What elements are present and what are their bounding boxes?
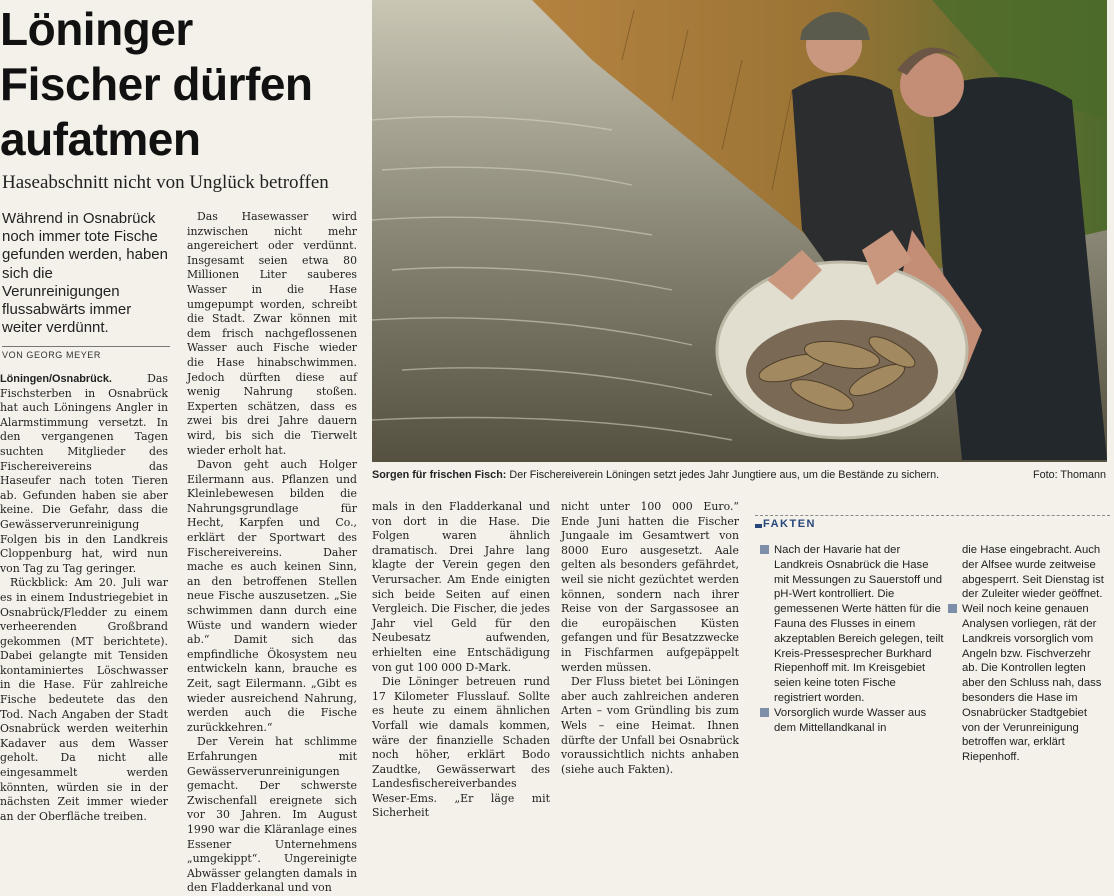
square-bullet-icon (760, 545, 769, 554)
facts-title: FAKTEN (763, 518, 816, 530)
photo-caption (372, 469, 1112, 481)
fact-item (948, 602, 1108, 765)
fact-text: Weil noch keine genauen Analysen vorliegen, rät der Landkreis vorsorglich vom Angeln bzw. Fischverzehr ab. Die Kontrollen legten aber den Schluss nah, dass besonders die Hase im Osnabrücker Stadtgebiet von der Verunreinigung betroffen war, erklärt Riepenhoff. (962, 603, 1102, 764)
fact-text: die Hase eingebracht. Auch der Alfsee wurde zeitweise abgesperrt. Seit Dienstag ist der Zuleiter wieder geöffnet. (962, 544, 1104, 601)
photo-credit: Foto: Thomann (1032, 469, 1106, 481)
photo-illustration (372, 0, 1107, 462)
square-bullet-icon (948, 604, 957, 613)
square-bullet-icon (760, 708, 769, 717)
headline (0, 2, 365, 167)
lead-paragraph: Während in Osnabrück noch immer tote Fische gefunden werden, haben sich die Verunreinigungen flussabwärts immer weiter verdünnt. (2, 210, 168, 337)
caption-lead: Sorgen für frischen Fisch: (372, 469, 507, 481)
facts-column-2 (948, 543, 1108, 765)
fact-item (760, 543, 946, 706)
paragraph (0, 372, 168, 576)
fact-text: Vorsorglich wurde Wasser aus dem Mittellandkanal in (774, 706, 927, 734)
facts-marker (755, 524, 762, 528)
fact-text: Nach der Havarie hat der Landkreis Osnabrück die Hase mit Messungen zu Sauerstoff und pH-Wert kontrolliert. Die gemessenen Werte hätten für die Fauna des Flusses in einem akzeptablen Bereich gelegen, teilt Kreis-Pressesprecher Burkhard Riepenhoff mit. Im Kreisgebiet seien keine toten Fische registriert worden. (774, 544, 944, 704)
article-column-2 (187, 210, 357, 896)
headline-line: Fischer dürfen (0, 58, 313, 110)
paragraph: Davon geht auch Holger Eilermann aus. Pflanzen und Kleinlebewesen bilden die Nahrungsgrundlage für Hecht, Karpfen und Co., erklärt der Sportwart des Fischereivereins. Daher mache es auch keinen Sinn, an den betroffenen Stellen neue Fische auszusetzen. „Sie schwimmen dann durch eine Wüste und wandern wieder ab.“ Damit sich das empfindliche Ökosystem neu entwickeln kann, brauche es Zeit, sagt Eilermann. „Gibt es wieder ausreichend Nahrung, werden auch die Fische zurückkehren.“ (187, 458, 357, 734)
paragraph: Der Verein hat schlimme Erfahrungen mit Gewässerverunreinigungen gemacht. Der schwerste Zwischenfall ereignete sich vor 30 Jahren. Im August 1990 war die Kläranlage eines Essener Unternehmens „umgekippt“. Ungereinigte Abwässer gelangten damals in den Fladderkanal und von (187, 735, 357, 895)
headline-line: aufatmen (0, 113, 201, 165)
paragraph: mals in den Fladderkanal und von dort in die Hase. Die Folgen waren ähnlich dramatisch. Drei Jahre lang klagte der Verein gegen den Verursacher. Am Ende einigten sich beide Seiten auf einen Vergleich. Die Fischer, die jedes Jahr viel Geld für den Neubesatz aufwenden, erhielten eine Entschädigung von gut 100 000 D-Mark. (372, 500, 550, 674)
paragraph: Rückblick: Am 20. Juli war es in einem Industriegebiet in Osnabrück/Fledder zu einem verheerenden Großbrand gekommen (MT berichtete). Dabei gelangte mit Tensiden kontaminiertes Löschwasser in die Hase. Für zahlreiche Fische bedeutete das den Tod. Nach Angaben der Stadt Osnabrück werden weiterhin Kadaver aus dem Wasser geholt. Da nicht alle eingesammelt werden könnten, würden sie in der nächsten Zeit immer wieder an der Oberfläche treiben. (0, 576, 168, 823)
paragraph-text: Das Fischsterben in Osnabrück hat auch Löningens Angler in Alarmstimmung versetzt. In den vergangenen Tagen suchten Mitglieder des Fischereivereins das Haseufer nach toten Tieren ab. Gefunden haben sie aber keine. Die Gefahr, dass die Gewässerverunreinigung Folgen bis in den Landkreis Cloppenburg hat, wird nun von Tag zu Tag geringer. (0, 372, 168, 575)
caption-text: Der Fischereiverein Löningen setzt jedes Jahr Jungtiere aus, um die Bestände zu sichern. (506, 469, 940, 481)
news-photo (372, 0, 1107, 462)
article-column-3 (372, 500, 550, 821)
paragraph: Die Löninger betreuen rund 17 Kilometer Flusslauf. Sollte es heute zu einem ähnlichen Vorfall wie damals kommen, wäre der finanzielle Schaden noch höher, erklärt Bodo Zaudtke, Gewässerwart des Landesfischereiverbandes Weser-Ems. „Er läge mit Sicherheit (372, 675, 550, 820)
byline: VON GEORG MEYER (2, 346, 170, 360)
facts-box (755, 515, 1110, 766)
article-column-4 (561, 500, 739, 777)
paragraph: nicht unter 100 000 Euro.“ Ende Juni hatten die Fischer Jungaale im Gesamtwert von 8000 Euro ausgesetzt. Aale gelten als besonders gefährdet, weil sie nicht gezüchtet werden können, sondern nach ihrer Reise von der Sargassosee an die europäischen Küsten gefangen und für Besatzzwecke in Fischfarmen aufgepäppelt werden müssen. (561, 500, 739, 674)
fact-item (760, 706, 946, 736)
dateline: Löningen/Osnabrück. (0, 373, 112, 385)
paragraph: Das Hasewasser wird inzwischen nicht mehr angereichert oder verdünnt. Insgesamt seien etwa 80 Millionen Liter sauberes Wasser in die Hase umgepumpt worden, schreibt die Stadt. Zwar können mit dem frisch nachgeflossenen Wasser auch Fische wieder die Hase hinabschwimmen. Jedoch dürften diese auf wenig Nahrung stoßen. Experten schätzen, dass es zwei bis drei Jahre dauern wird, bis sich die Tierwelt wieder erholt hat. (187, 210, 357, 457)
article-column-1 (0, 372, 168, 824)
facts-column-1 (760, 543, 946, 735)
subheadline: Haseabschnitt nicht von Unglück betroffen (2, 172, 329, 193)
headline-line: Löninger (0, 3, 193, 55)
fact-item (948, 543, 1108, 602)
paragraph: Der Fluss bietet bei Löningen aber auch zahlreichen anderen Arten – vom Gründling bis zum Wels – eine Heimat. Ihnen dürfte der Unfall bei Osnabrück voraussichtlich nichts anhaben (siehe auch Fakten). (561, 675, 739, 776)
